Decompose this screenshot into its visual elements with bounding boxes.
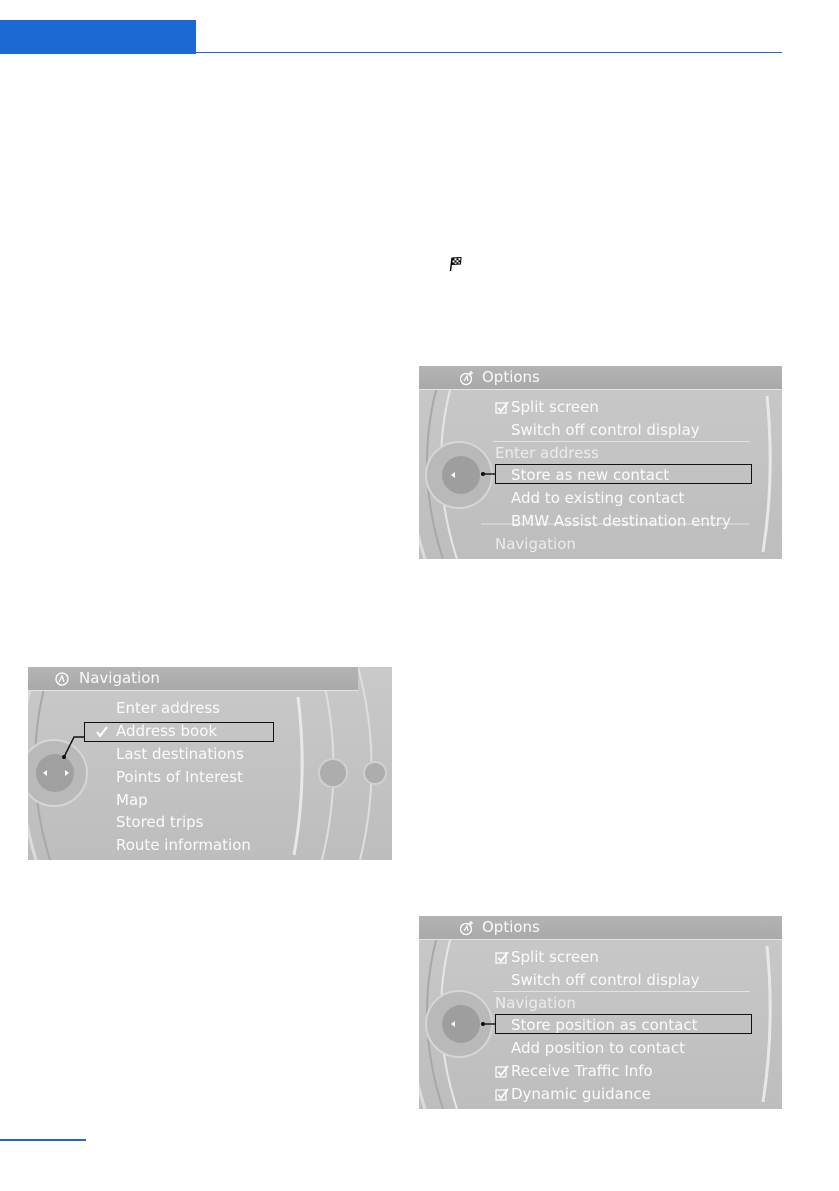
section-heading: Navigation xyxy=(495,535,576,553)
menu-item-store-as-new-contact[interactable]: Store as new contact xyxy=(511,466,670,484)
menu-item-last-destinations[interactable]: Last destinations xyxy=(116,745,244,763)
section-heading: Enter address xyxy=(495,444,599,462)
menu-item-points-of-interest[interactable]: Points of Interest xyxy=(116,768,243,786)
options-screen-store-position xyxy=(419,916,782,1109)
menu-item-switch-off-display[interactable]: Switch off control display xyxy=(511,971,700,989)
section-heading: Navigation xyxy=(495,994,576,1012)
navigation-screen xyxy=(28,667,392,860)
menu-item-map[interactable]: Map xyxy=(116,791,148,809)
menu-item-assist-destination[interactable]: BMW Assist destination entry xyxy=(511,512,731,530)
divider xyxy=(493,441,750,442)
header-tab xyxy=(0,20,196,54)
checkered-flag-icon xyxy=(449,256,463,272)
menu-item-stored-trips[interactable]: Stored trips xyxy=(116,813,204,831)
menu-item-enter-address[interactable]: Enter address xyxy=(116,699,220,717)
menu-item-address-book[interactable]: Address book xyxy=(116,722,218,740)
divider xyxy=(493,991,750,992)
checkbox-checked-icon[interactable] xyxy=(495,1065,509,1079)
menu-item-split-screen[interactable]: Split screen xyxy=(511,948,599,966)
menu-item-switch-off-display[interactable]: Switch off control display xyxy=(511,421,700,439)
footer-rule xyxy=(0,1139,86,1141)
menu-item-store-position-as-contact[interactable]: Store position as contact xyxy=(511,1016,698,1034)
checkbox-checked-icon[interactable] xyxy=(495,1088,509,1102)
menu-item-receive-traffic-info[interactable]: Receive Traffic Info xyxy=(511,1062,653,1080)
header-rule xyxy=(196,52,782,53)
menu-item-split-screen[interactable]: Split screen xyxy=(511,398,599,416)
menu-item-route-information[interactable]: Route information xyxy=(116,836,251,854)
screen-title: Options xyxy=(482,368,540,386)
screen-title: Navigation xyxy=(79,669,160,687)
checkbox-checked-icon[interactable] xyxy=(495,951,509,965)
checkmark-icon xyxy=(95,725,109,739)
options-screen-store-contact xyxy=(419,366,782,559)
menu-item-add-position-to-contact[interactable]: Add position to contact xyxy=(511,1039,685,1057)
screen-title: Options xyxy=(482,918,540,936)
checkbox-checked-icon[interactable] xyxy=(495,401,509,415)
menu-item-add-to-existing-contact[interactable]: Add to existing contact xyxy=(511,489,685,507)
menu-item-dynamic-guidance[interactable]: Dynamic guidance xyxy=(511,1085,651,1103)
